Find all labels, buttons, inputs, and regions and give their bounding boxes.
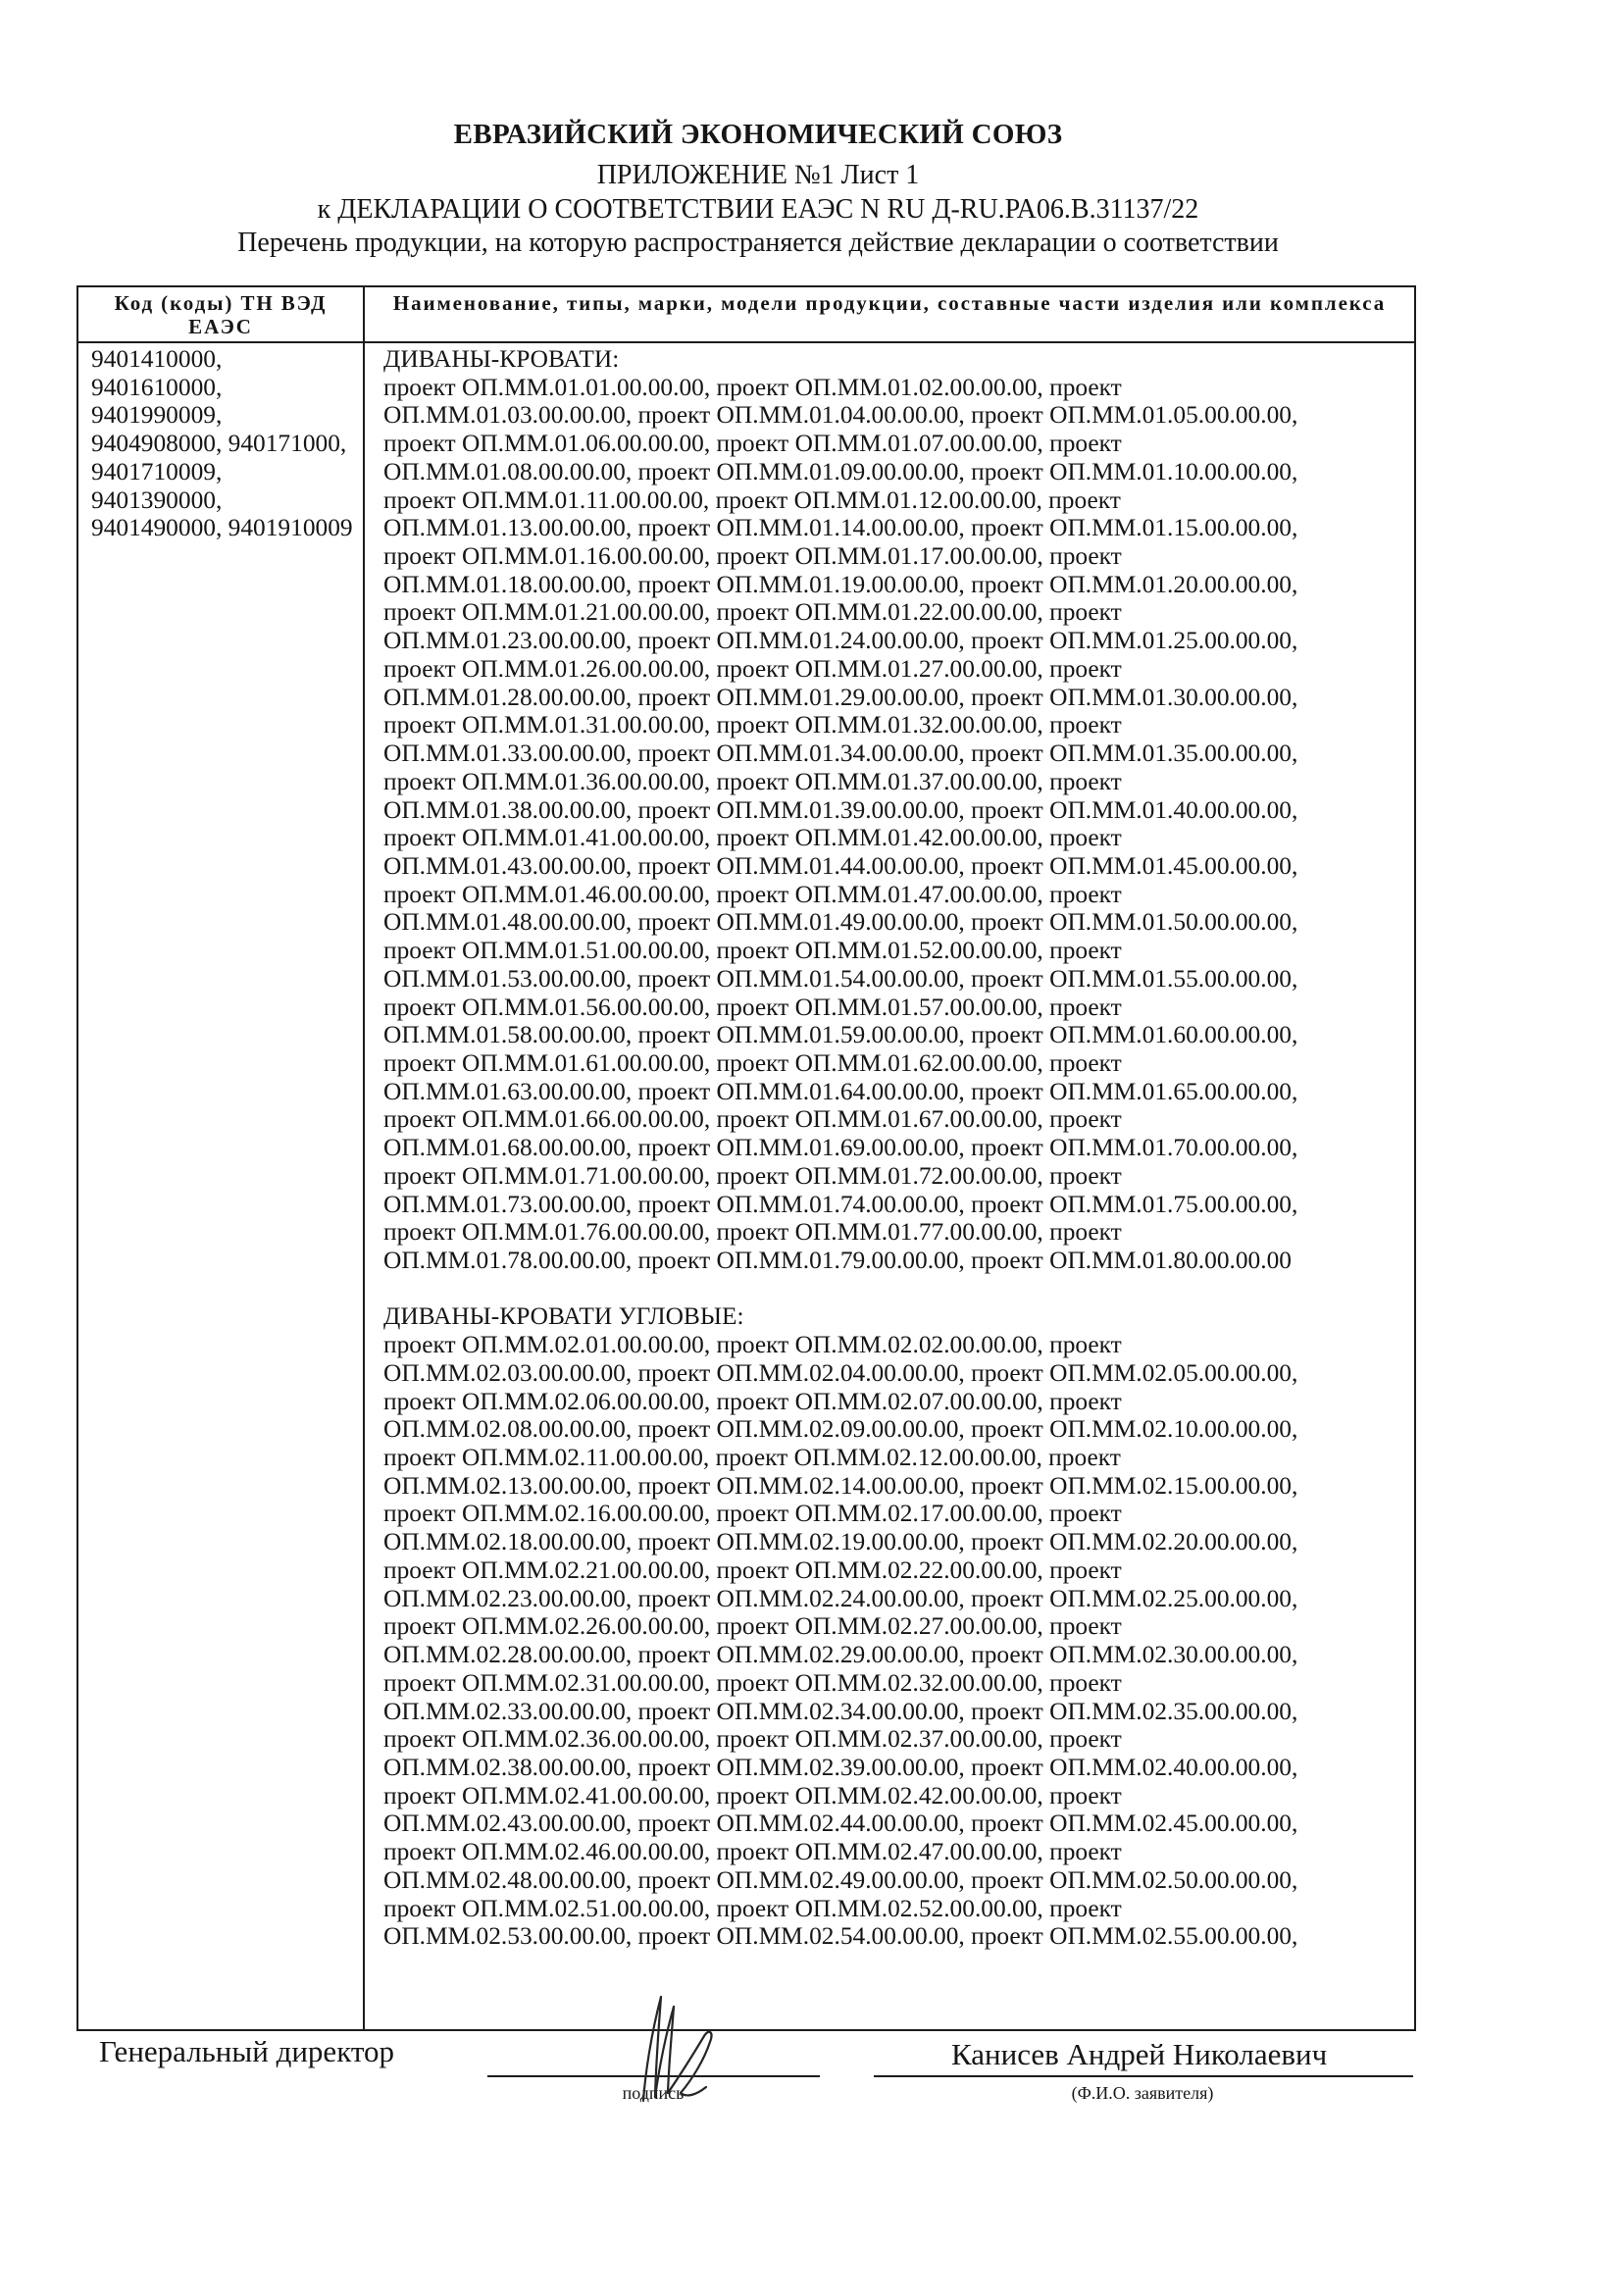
code-column-header bbox=[78, 291, 363, 338]
section-title: ДИВАНЫ-КРОВАТИ УГЛОВЫЕ: bbox=[383, 1302, 744, 1331]
product-line: проект ОП.ММ.02.01.00.00.00, проект ОП.ММ.02.02.00.00.00, проект bbox=[383, 1331, 1122, 1359]
product-line: ОП.ММ.01.28.00.00.00, проект ОП.ММ.01.29.00.00.00, проект ОП.ММ.01.30.00.00.00, bbox=[383, 683, 1298, 711]
header-divider bbox=[78, 341, 1414, 343]
tnved-code-line: 9404908000, 940171000, bbox=[91, 430, 347, 458]
product-line: проект ОП.ММ.01.31.00.00.00, проект ОП.ММ.01.32.00.00.00, проект bbox=[383, 711, 1122, 739]
declaration-reference: к ДЕКЛАРАЦИИ О СООТВЕТСТВИИ ЕАЭС N RU Д-RU.РА06.В.31137/22 bbox=[317, 194, 1199, 225]
product-line: ОП.ММ.01.03.00.00.00, проект ОП.ММ.01.04.00.00.00, проект ОП.ММ.01.05.00.00.00, bbox=[383, 401, 1298, 430]
product-line: ОП.ММ.01.58.00.00.00, проект ОП.ММ.01.59.00.00.00, проект ОП.ММ.01.60.00.00.00, bbox=[383, 1021, 1298, 1049]
product-line: ОП.ММ.02.33.00.00.00, проект ОП.ММ.02.34.00.00.00, проект ОП.ММ.02.35.00.00.00, bbox=[383, 1697, 1298, 1725]
product-line: ОП.ММ.02.28.00.00.00, проект ОП.ММ.02.29.00.00.00, проект ОП.ММ.02.30.00.00.00, bbox=[383, 1641, 1298, 1669]
code-header-line: Код (коды) ТН ВЭД bbox=[114, 291, 328, 315]
tnved-codes-cell bbox=[91, 345, 353, 542]
product-line: проект ОП.ММ.02.06.00.00.00, проект ОП.ММ.02.07.00.00.00, проект bbox=[383, 1387, 1122, 1415]
signature-caption: подпись bbox=[622, 2083, 685, 2103]
product-line: ОП.ММ.01.68.00.00.00, проект ОП.ММ.01.69.00.00.00, проект ОП.ММ.01.70.00.00.00, bbox=[383, 1134, 1298, 1162]
product-line: проект ОП.ММ.01.76.00.00.00, проект ОП.ММ.01.77.00.00.00, проект bbox=[383, 1218, 1122, 1247]
name-line bbox=[874, 2075, 1413, 2077]
product-line: проект ОП.ММ.01.11.00.00.00, проект ОП.ММ.01.12.00.00.00, проект bbox=[383, 485, 1121, 514]
product-line: проект ОП.ММ.01.26.00.00.00, проект ОП.ММ.01.27.00.00.00, проект bbox=[383, 654, 1122, 683]
tnved-code-line: 9401390000, bbox=[91, 485, 223, 514]
product-line: проект ОП.ММ.02.51.00.00.00, проект ОП.ММ.02.52.00.00.00, проект bbox=[383, 1894, 1122, 1922]
product-line: проект ОП.ММ.01.51.00.00.00, проект ОП.ММ.01.52.00.00.00, проект bbox=[383, 937, 1122, 965]
handwritten-signature bbox=[620, 1991, 728, 2109]
product-line: ОП.ММ.01.38.00.00.00, проект ОП.ММ.01.39.00.00.00, проект ОП.ММ.01.40.00.00.00, bbox=[383, 795, 1298, 824]
product-line: проект ОП.ММ.02.46.00.00.00, проект ОП.ММ.02.47.00.00.00, проект bbox=[383, 1838, 1122, 1866]
product-line: ОП.ММ.01.48.00.00.00, проект ОП.ММ.01.49.00.00.00, проект ОП.ММ.01.50.00.00.00, bbox=[383, 908, 1298, 937]
product-table bbox=[76, 285, 1416, 2031]
product-line: проект ОП.ММ.01.36.00.00.00, проект ОП.ММ.01.37.00.00.00, проект bbox=[383, 767, 1122, 795]
column-divider bbox=[363, 287, 365, 2029]
tnved-code-line: 9401610000, bbox=[91, 373, 223, 401]
product-line: ОП.ММ.01.08.00.00.00, проект ОП.ММ.01.09.00.00.00, проект ОП.ММ.01.10.00.00.00, bbox=[383, 457, 1298, 485]
products-cell bbox=[383, 345, 1297, 1951]
product-line: ОП.ММ.01.23.00.00.00, проект ОП.ММ.01.24.00.00.00, проект ОП.ММ.01.25.00.00.00, bbox=[383, 627, 1298, 655]
product-line: ОП.ММ.01.13.00.00.00, проект ОП.ММ.01.14.00.00.00, проект ОП.ММ.01.15.00.00.00, bbox=[383, 514, 1298, 542]
product-line: проект ОП.ММ.01.21.00.00.00, проект ОП.ММ.01.22.00.00.00, проект bbox=[383, 598, 1122, 627]
product-line: ОП.ММ.02.38.00.00.00, проект ОП.ММ.02.39.00.00.00, проект ОП.ММ.02.40.00.00.00, bbox=[383, 1753, 1298, 1781]
product-line: проект ОП.ММ.01.06.00.00.00, проект ОП.ММ.01.07.00.00.00, проект bbox=[383, 430, 1122, 458]
product-line: проект ОП.ММ.01.16.00.00.00, проект ОП.ММ.01.17.00.00.00, проект bbox=[383, 542, 1122, 571]
section-spacer bbox=[383, 1275, 1297, 1303]
product-line: проект ОП.ММ.01.01.00.00.00, проект ОП.ММ.01.02.00.00.00, проект bbox=[383, 373, 1122, 401]
product-line: ОП.ММ.02.48.00.00.00, проект ОП.ММ.02.49.00.00.00, проект ОП.ММ.02.50.00.00.00, bbox=[383, 1865, 1298, 1894]
product-line: проект ОП.ММ.02.36.00.00.00, проект ОП.ММ.02.37.00.00.00, проект bbox=[383, 1725, 1122, 1754]
product-line: проект ОП.ММ.01.41.00.00.00, проект ОП.ММ.01.42.00.00.00, проект bbox=[383, 824, 1122, 852]
product-line: проект ОП.ММ.01.71.00.00.00, проект ОП.ММ.01.72.00.00.00, проект bbox=[383, 1161, 1122, 1190]
product-list-title: Перечень продукции, на которую распространяется действие декларации о соответствии bbox=[237, 228, 1279, 258]
product-line: проект ОП.ММ.02.31.00.00.00, проект ОП.ММ.02.32.00.00.00, проект bbox=[383, 1668, 1122, 1697]
product-line: ОП.ММ.01.73.00.00.00, проект ОП.ММ.01.74.00.00.00, проект ОП.ММ.01.75.00.00.00, bbox=[383, 1190, 1298, 1218]
name-column-header: Наименование, типы, марки, модели продукции, составные части изделия или комплекса bbox=[392, 291, 1387, 315]
product-line: проект ОП.ММ.01.46.00.00.00, проект ОП.ММ.01.47.00.00.00, проект bbox=[383, 880, 1122, 908]
product-line: проект ОП.ММ.01.61.00.00.00, проект ОП.ММ.01.62.00.00.00, проект bbox=[383, 1048, 1122, 1077]
tnved-code-line: 9401710009, bbox=[91, 457, 223, 485]
union-title: ЕВРАЗИЙСКИЙ ЭКОНОМИЧЕСКИЙ СОЮЗ bbox=[453, 119, 1063, 150]
appendix-title: ПРИЛОЖЕНИЕ №1 Лист 1 bbox=[596, 160, 920, 190]
name-caption: (Ф.И.О. заявителя) bbox=[1071, 2083, 1214, 2103]
tnved-code-line: 9401490000, 9401910009 bbox=[91, 514, 353, 542]
section-title: ДИВАНЫ-КРОВАТИ: bbox=[383, 345, 620, 373]
product-line: ОП.ММ.01.43.00.00.00, проект ОП.ММ.01.44.00.00.00, проект ОП.ММ.01.45.00.00.00, bbox=[383, 851, 1298, 880]
signatory-position: Генеральный директор bbox=[99, 2034, 394, 2068]
product-line: ОП.ММ.01.33.00.00.00, проект ОП.ММ.01.34.00.00.00, проект ОП.ММ.01.35.00.00.00, bbox=[383, 739, 1298, 768]
product-line: ОП.ММ.02.53.00.00.00, проект ОП.ММ.02.54.00.00.00, проект ОП.ММ.02.55.00.00.00, bbox=[383, 1922, 1298, 1951]
product-line: проект ОП.ММ.01.66.00.00.00, проект ОП.ММ.01.67.00.00.00, проект bbox=[383, 1105, 1122, 1134]
product-line: проект ОП.ММ.02.41.00.00.00, проект ОП.ММ.02.42.00.00.00, проект bbox=[383, 1781, 1122, 1810]
product-line: ОП.ММ.02.08.00.00.00, проект ОП.ММ.02.09.00.00.00, проект ОП.ММ.02.10.00.00.00, bbox=[383, 1415, 1298, 1444]
product-line: ОП.ММ.02.43.00.00.00, проект ОП.ММ.02.44.00.00.00, проект ОП.ММ.02.45.00.00.00, bbox=[383, 1810, 1298, 1838]
signatory-name: Канисев Андрей Николаевич bbox=[951, 2037, 1328, 2071]
product-line: проект ОП.ММ.01.56.00.00.00, проект ОП.ММ.01.57.00.00.00, проект bbox=[383, 993, 1122, 1021]
product-line: проект ОП.ММ.02.11.00.00.00, проект ОП.ММ.02.12.00.00.00, проект bbox=[383, 1444, 1121, 1472]
product-line: ОП.ММ.02.18.00.00.00, проект ОП.ММ.02.19.00.00.00, проект ОП.ММ.02.20.00.00.00, bbox=[383, 1528, 1298, 1556]
product-line: ОП.ММ.01.78.00.00.00, проект ОП.ММ.01.79.00.00.00, проект ОП.ММ.01.80.00.00.00 bbox=[383, 1247, 1292, 1274]
product-line: проект ОП.ММ.02.21.00.00.00, проект ОП.ММ.02.22.00.00.00, проект bbox=[383, 1555, 1122, 1584]
product-line: ОП.ММ.01.18.00.00.00, проект ОП.ММ.01.19.00.00.00, проект ОП.ММ.01.20.00.00.00, bbox=[383, 570, 1298, 598]
product-line: проект ОП.ММ.02.16.00.00.00, проект ОП.ММ.02.17.00.00.00, проект bbox=[383, 1500, 1122, 1528]
product-line: ОП.ММ.01.63.00.00.00, проект ОП.ММ.01.64.00.00.00, проект ОП.ММ.01.65.00.00.00, bbox=[383, 1077, 1298, 1105]
tnved-code-line: 9401410000, bbox=[91, 345, 223, 373]
product-line: ОП.ММ.02.03.00.00.00, проект ОП.ММ.02.04.00.00.00, проект ОП.ММ.02.05.00.00.00, bbox=[383, 1358, 1298, 1387]
product-line: ОП.ММ.01.53.00.00.00, проект ОП.ММ.01.54.00.00.00, проект ОП.ММ.01.55.00.00.00, bbox=[383, 964, 1298, 993]
product-line: ОП.ММ.02.13.00.00.00, проект ОП.ММ.02.14.00.00.00, проект ОП.ММ.02.15.00.00.00, bbox=[383, 1471, 1298, 1500]
product-line: ОП.ММ.02.23.00.00.00, проект ОП.ММ.02.24.00.00.00, проект ОП.ММ.02.25.00.00.00, bbox=[383, 1584, 1298, 1612]
product-line: проект ОП.ММ.02.26.00.00.00, проект ОП.ММ.02.27.00.00.00, проект bbox=[383, 1612, 1122, 1641]
code-header-line: ЕАЭС bbox=[188, 315, 253, 338]
tnved-code-line: 9401990009, bbox=[91, 401, 223, 430]
